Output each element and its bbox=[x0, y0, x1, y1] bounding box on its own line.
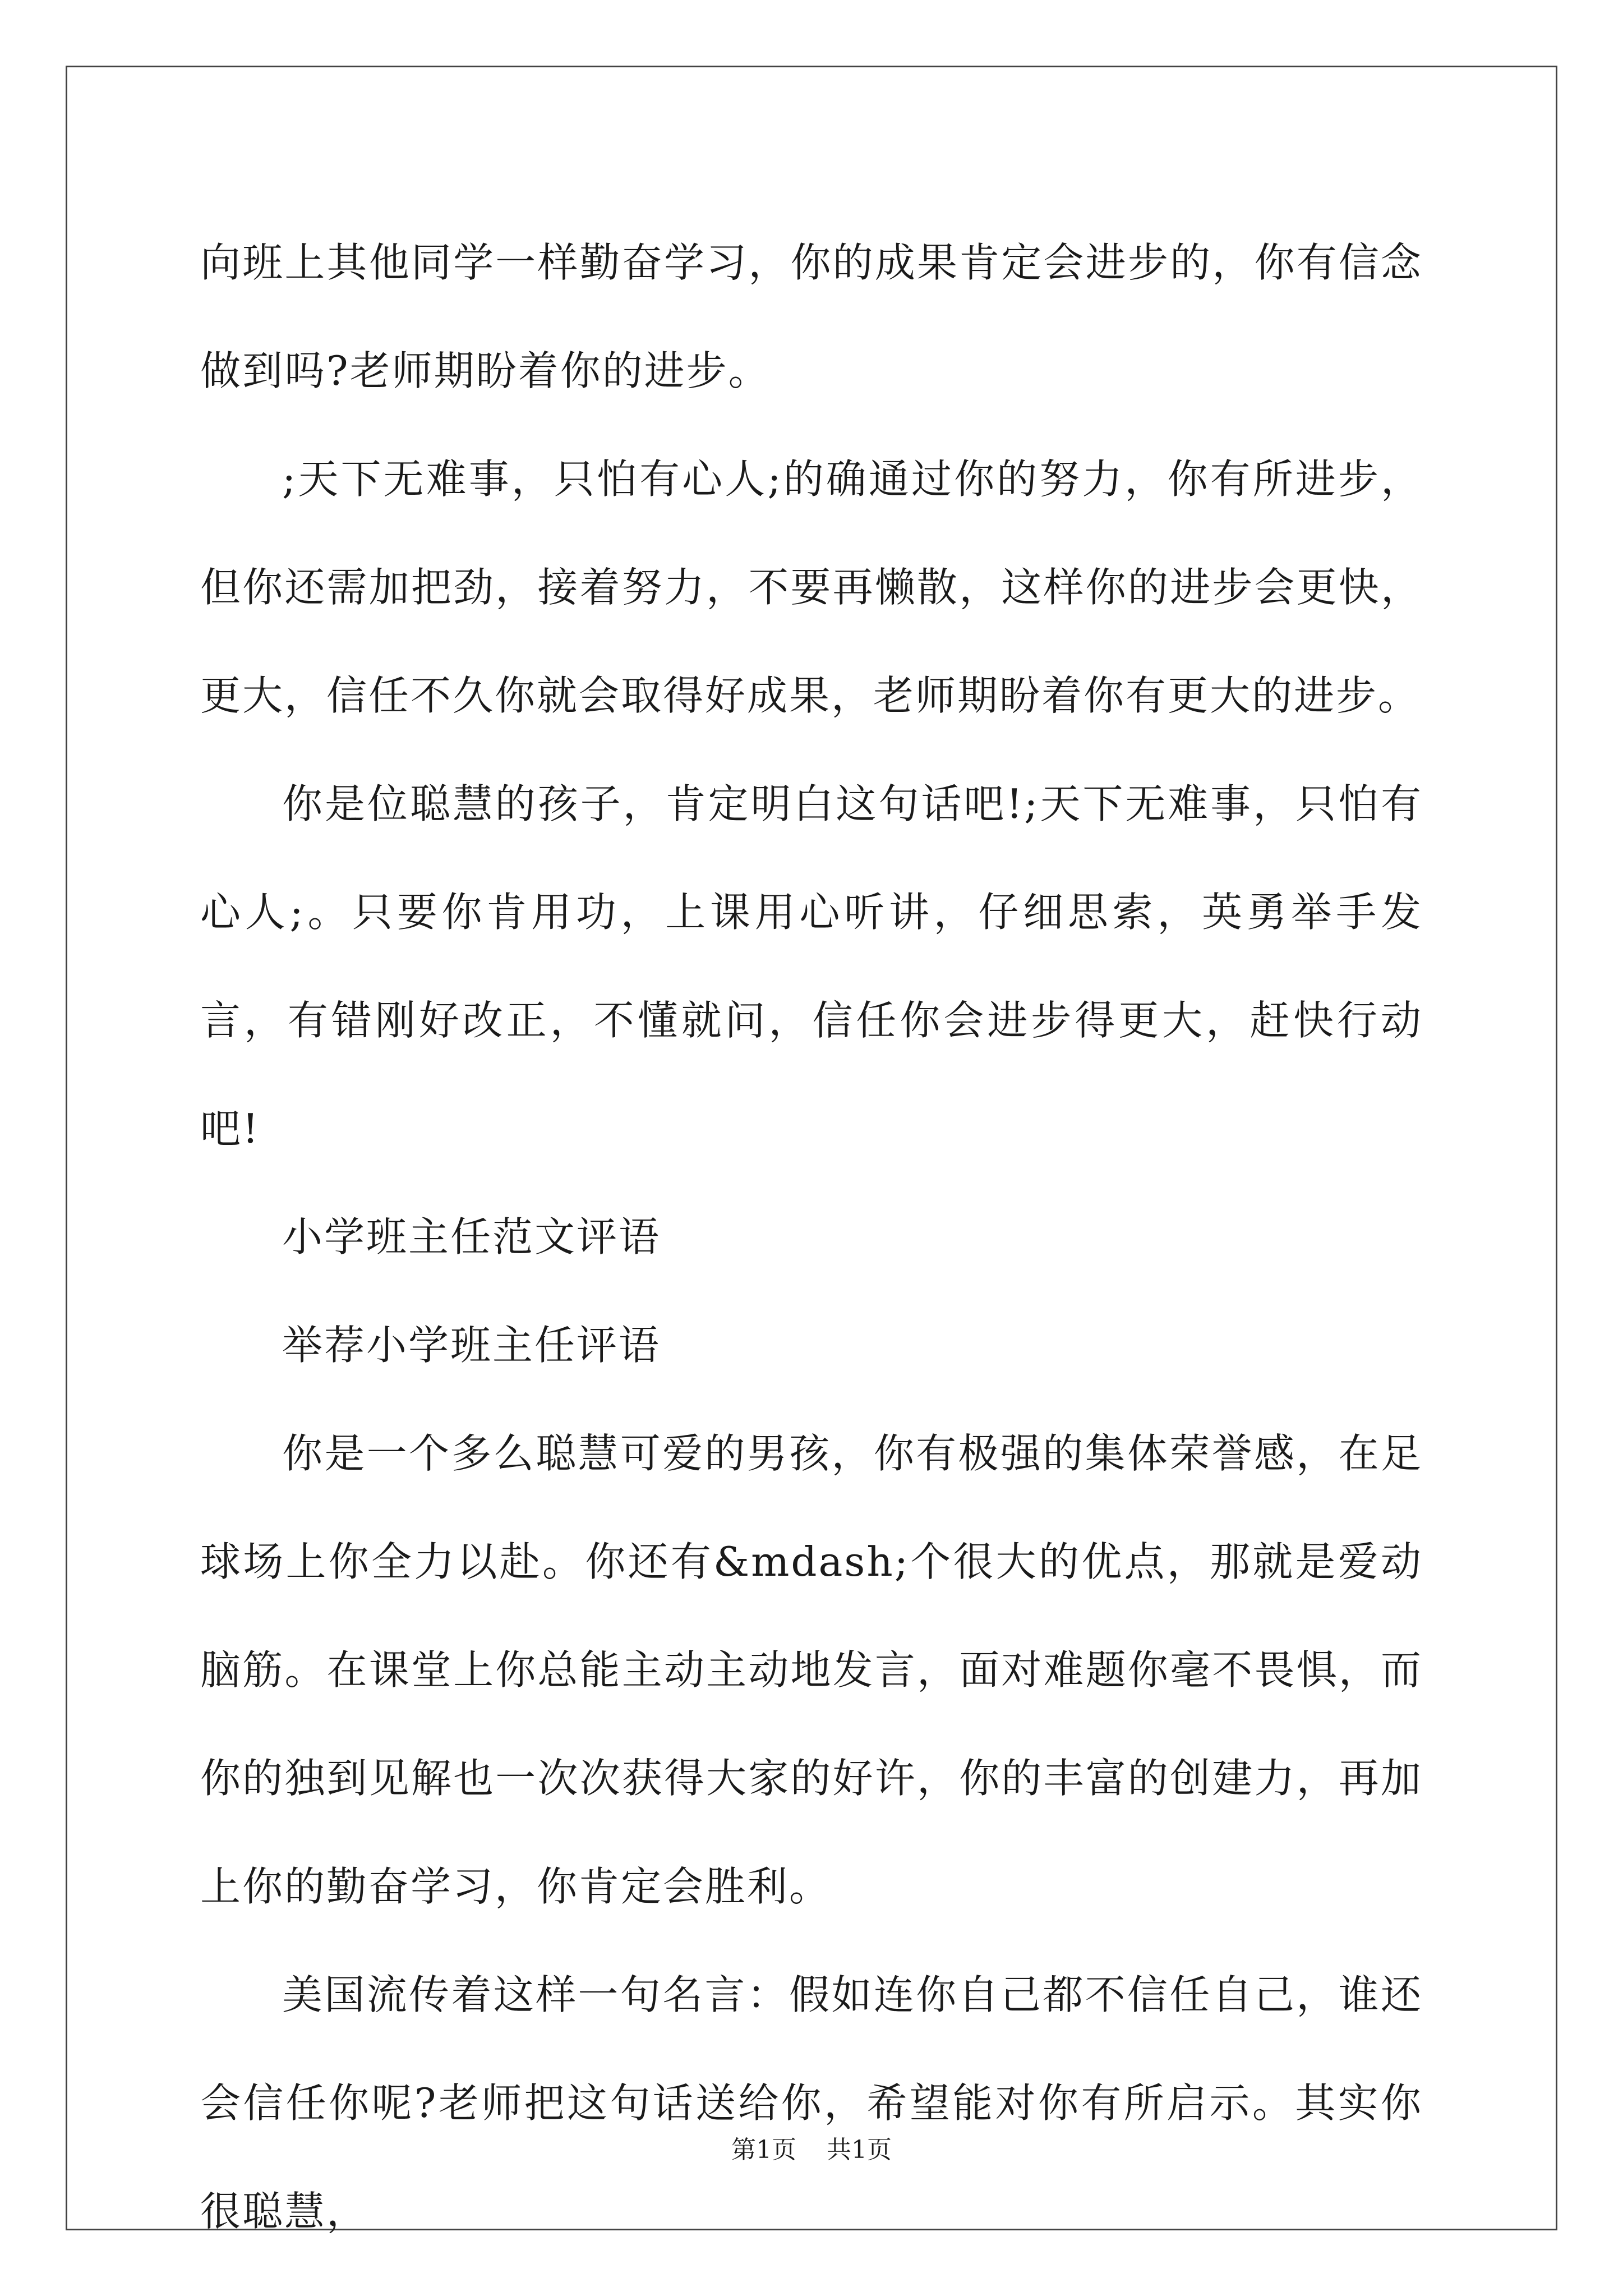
paragraph-4: 你是一个多么聪慧可爱的男孩，你有极强的集体荣誉感，在足球场上你全力以赴。你还有&mdash;个很大的优点，那就是爱动脑筋。在课堂上你总能主动主动地发言，面对难题你毫不畏惧，而你的独到见解也一次次获得大家的好许，你的丰富的创建力，再加上你的勤奋学习，你肯定会胜利。 bbox=[200, 1430, 1423, 1910]
paragraph-2: ;天下无难事，只怕有心人;的确通过你的努力，你有所进步，但你还需加把劲，接着努力，不要再懒散，这样你的进步会更快，更大，信任不久你就会取得好成果，老师期盼着你有更大的进步。 bbox=[200, 455, 1423, 719]
section-heading-2: 举荐小学班主任评语 bbox=[282, 1322, 661, 1369]
page-number-total: 共1页 bbox=[827, 2136, 892, 2164]
paragraph-1: 向班上其他同学一样勤奋学习，你的成果肯定会进步的，你有信念做到吗?老师期盼着你的进步。 bbox=[200, 239, 1423, 394]
document-body bbox=[200, 209, 1423, 2266]
page-footer bbox=[0, 2133, 1623, 2167]
page-number-current: 第1页 bbox=[731, 2136, 796, 2164]
section-heading-1: 小学班主任范文评语 bbox=[282, 1213, 661, 1260]
paragraph-5: 美国流传着这样一句名言：假如连你自己都不信任自己，谁还会信任你呢?老师把这句话送给你，希望能对你有所启示。其实你很聪慧， bbox=[200, 1971, 1423, 2235]
paragraph-3: 你是位聪慧的孩子，肯定明白这句话吧!;天下无难事，只怕有心人;。只要你肯用功，上课用心听讲，仔细思索，英勇举手发言，有错刚好改正，不懂就问，信任你会进步得更大，赶快行动吧! bbox=[200, 780, 1423, 1152]
